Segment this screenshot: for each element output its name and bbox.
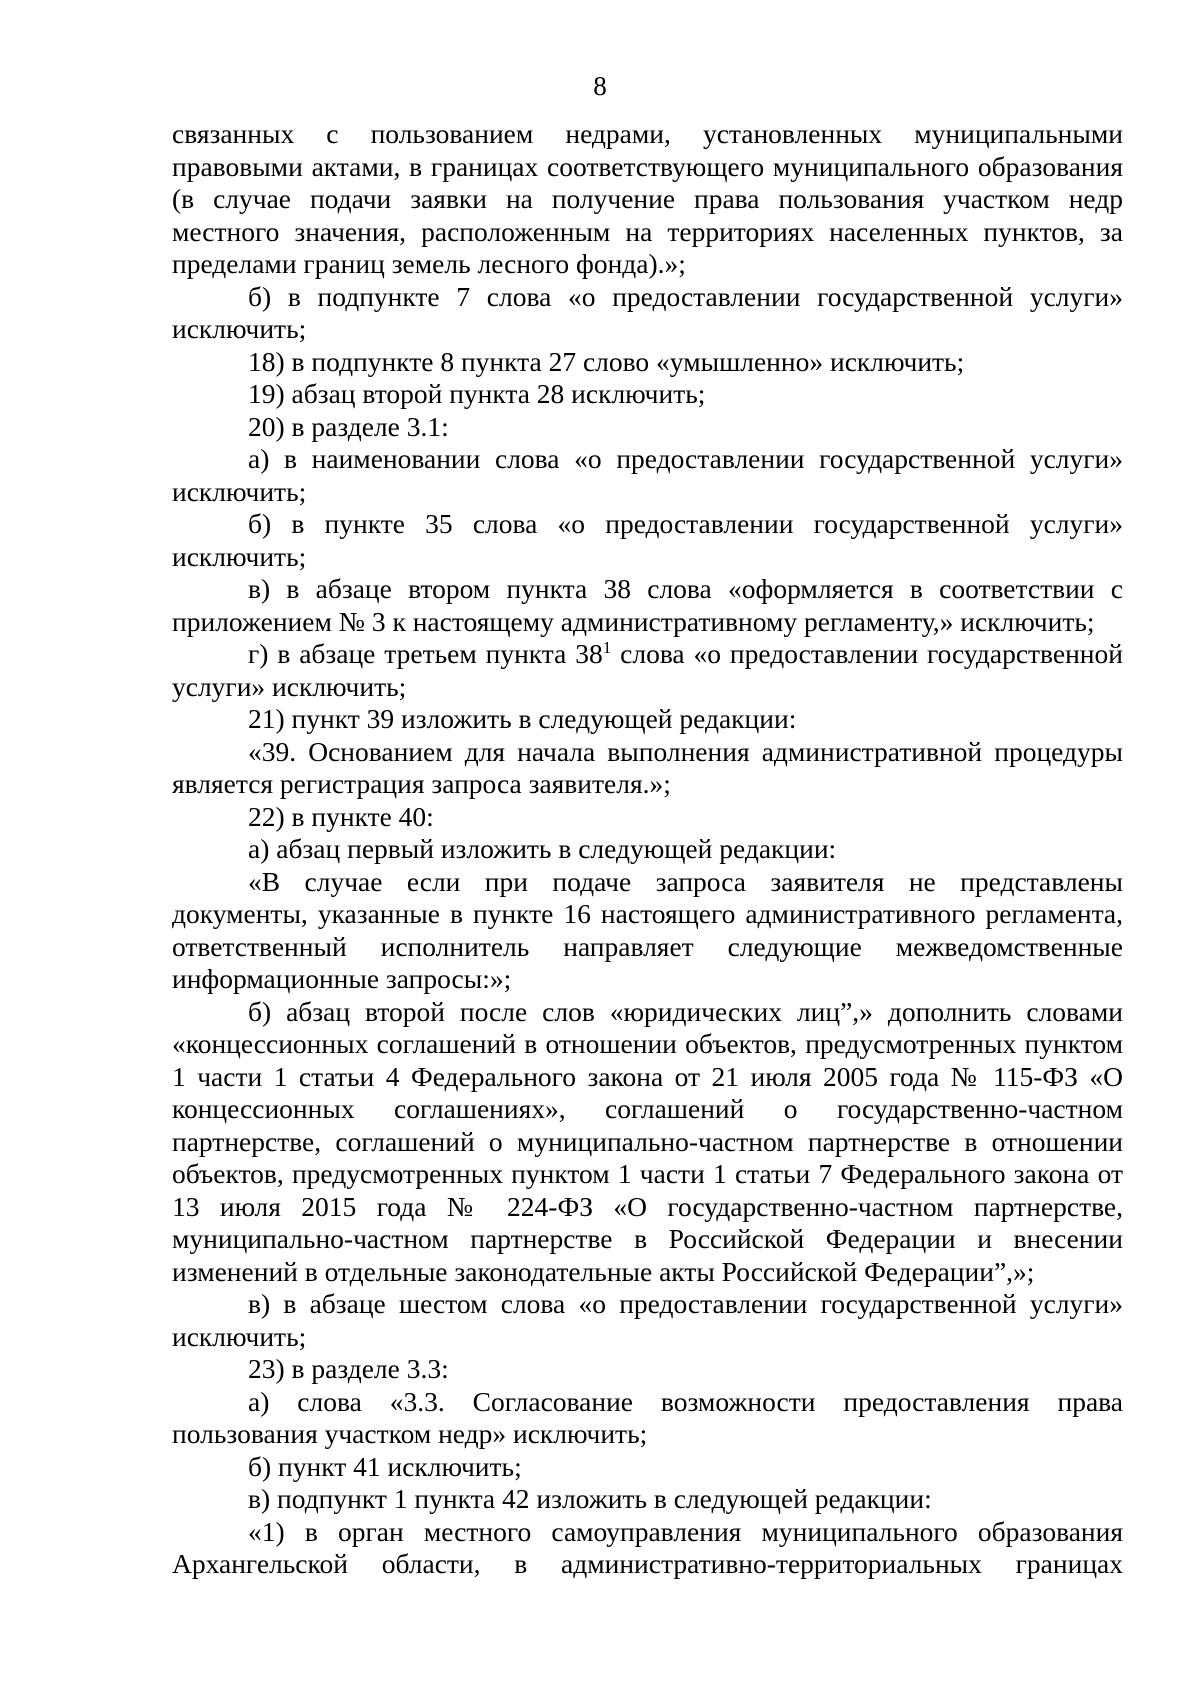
paragraph: 20) в разделе 3.1: (248, 410, 449, 442)
paragraph: 19) абзац второй пункта 28 исключить; (248, 378, 706, 409)
paragraph: связанных с пользованием недрами, установленных муниципальными правовыми актами, в границах соответствующего муниципального образования (в случае подачи заявки на получение права пользования участком недр местного значения, расположенным на территориях населенных пунктов, за пределами границ земель лесного фонда).»; (172, 118, 1123, 279)
paragraph: б) пункт 41 исключить; (248, 1450, 522, 1482)
document-body (172, 118, 1123, 1581)
paragraph: 18) в подпункте 8 пункта 27 слово «умышленно» исключить; (248, 345, 965, 377)
paragraph: «39. Основанием для начала выполнения административной процедуры является регистрация запроса заявителя.»; (172, 735, 1123, 799)
paragraph: «В случае если при подаче запроса заявителя не представлены документы, указанные в пункте 16 настоящего административного регламента, ответственный исполнитель направляет следующие межведомственные информационные запросы:»; (172, 865, 1123, 994)
paragraph: б) в пункте 35 слова «о предоставлении государственной услуги» исключить; (172, 508, 1123, 572)
page-number: 8 (593, 71, 607, 101)
paragraph: в) в абзаце втором пункта 38 слова «оформляется в соответствии с приложением № 3 к настоящему административному регламенту,» исключить; (172, 573, 1123, 637)
paragraph: 21) пункт 39 изложить в следующей редакции: (248, 703, 797, 734)
paragraph: б) абзац второй после слов «юридических лиц”,» дополнить словами «концессионных соглашений в отношении объектов, предусмотренных пунктом 1 части 1 статьи 4 Федерального закона от 21 июля 2005 года № 115-ФЗ «О концессионных соглашениях», соглашений о государственно-частном партнерстве, соглашений о муниципально-частном партнерстве в отношении объектов, предусмотренных пунктом 1 части 1 статьи 7 Федерального закона от 13 июля 2015 года № 224-ФЗ «О государственно-частном партнерстве, муниципально-частном партнерстве в Российской Федерации и внесении изменений в отдельные законодательные акты Российской Федерации”,»; (172, 995, 1123, 1287)
paragraph-text: слова «о предоставлении государственной услуги» исключить; (172, 638, 1123, 702)
paragraph: «1) в орган местного самоуправления муниципального образования Архангельской области, в административно-территориальных границах (172, 1515, 1123, 1579)
paragraph: в) в абзаце шестом слова «о предоставлении государственной услуги» исключить; (172, 1288, 1123, 1352)
paragraph: б) в подпункте 7 слова «о предоставлении государственной услуги» исключить; (172, 280, 1123, 344)
paragraph: а) абзац первый изложить в следующей редакции: (248, 833, 837, 864)
paragraph (172, 638, 1123, 703)
paragraph-text: г) в абзаце третьем пункта 38 (248, 638, 603, 669)
paragraph: 23) в разделе 3.3: (248, 1353, 449, 1384)
paragraph: в) подпункт 1 пункта 42 изложить в следующей редакции: (248, 1483, 932, 1514)
paragraph: 22) в пункте 40: (248, 800, 434, 832)
paragraph: а) слова «3.3. Согласование возможности предоставления права пользования участком недр» исключить; (172, 1385, 1123, 1449)
paragraph: а) в наименовании слова «о предоставлении государственной услуги» исключить; (172, 443, 1123, 507)
superscript: 1 (602, 638, 612, 657)
